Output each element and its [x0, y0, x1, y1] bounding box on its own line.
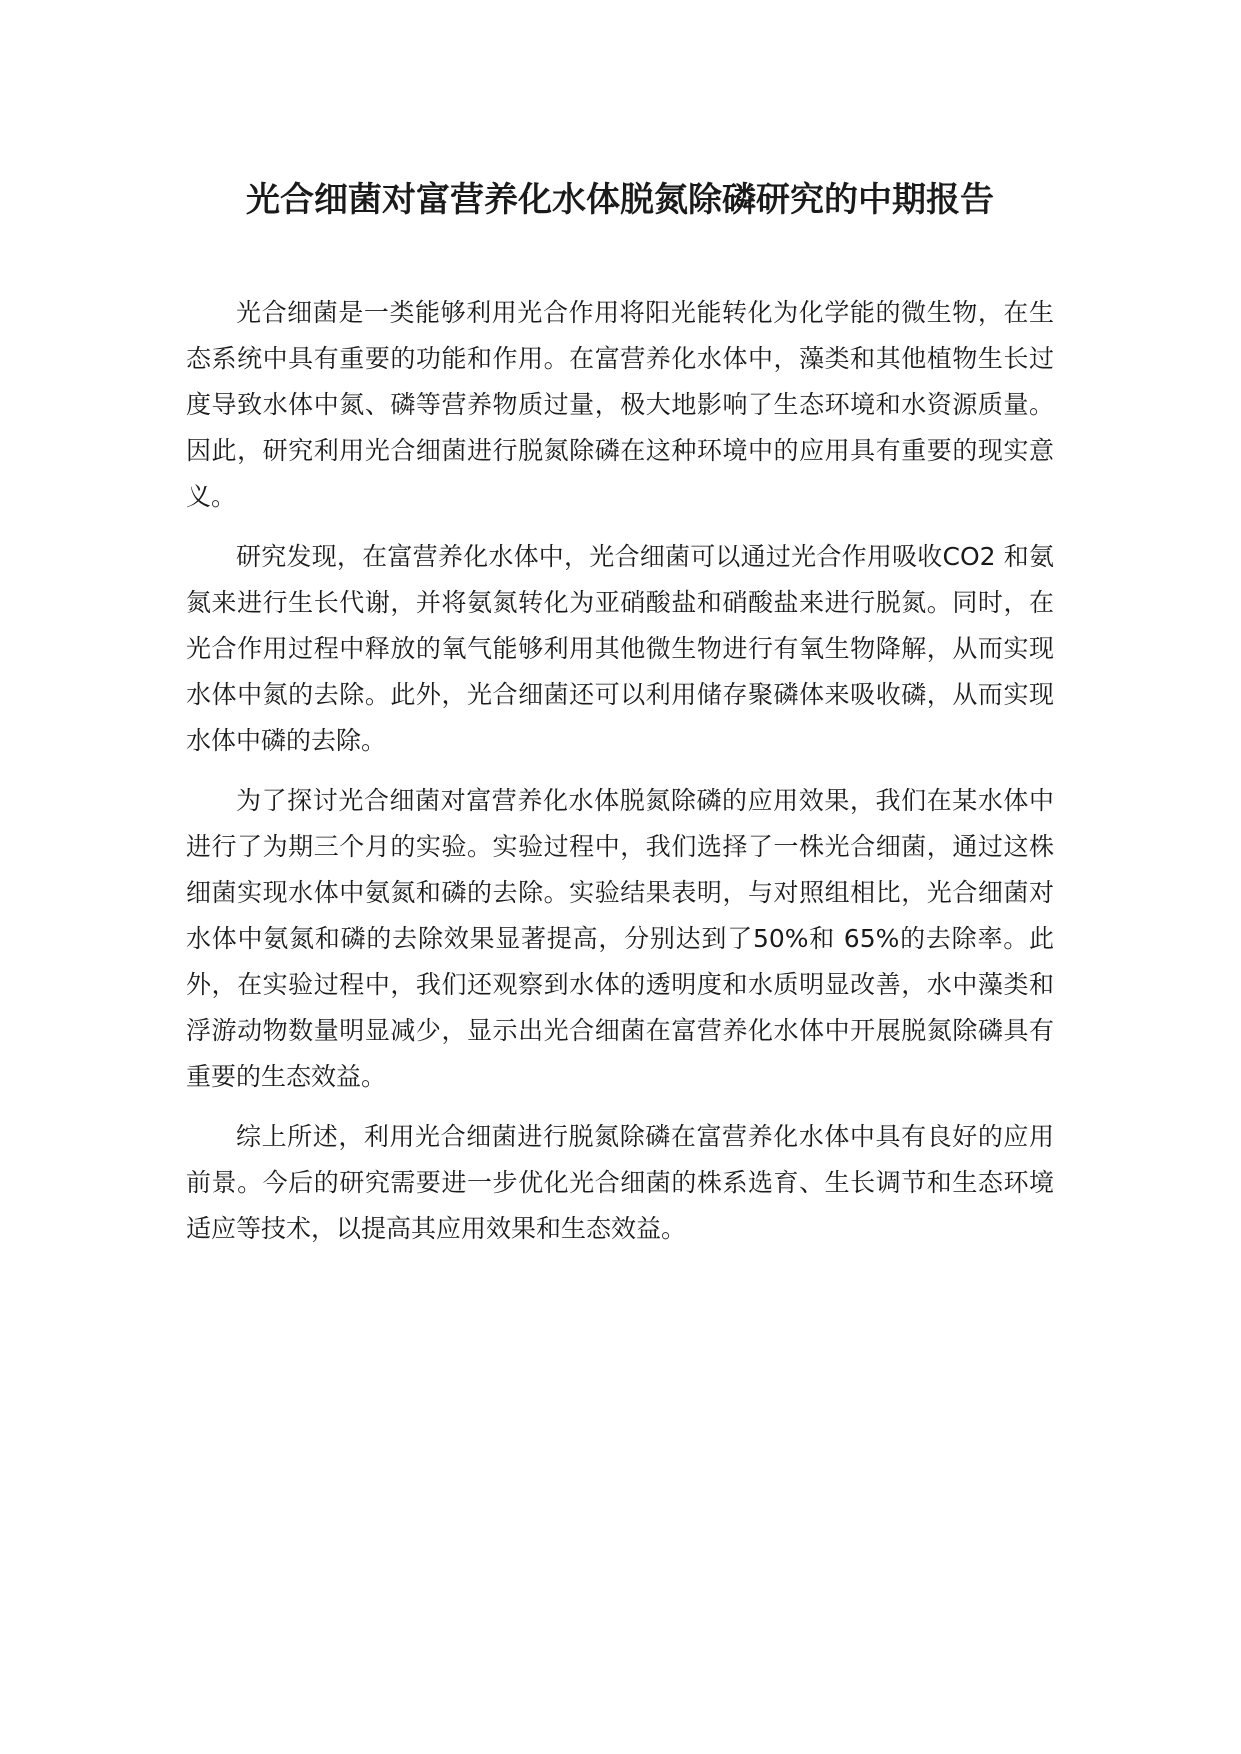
paragraph-4: 综上所述，利用光合细菌进行脱氮除磷在富营养化水体中具有良好的应用前景。今后的研究需要进一步优化光合细菌的株系选育、生长调节和生态环境适应等技术，以提高其应用效果和生态效益。	[186, 1122, 1054, 1243]
document-body	[186, 290, 1054, 1266]
paragraph-3: 为了探讨光合细菌对富营养化水体脱氮除磷的应用效果，我们在某水体中进行了为期三个月的实验。实验过程中，我们选择了一株光合细菌，通过这株细菌实现水体中氨氮和磷的去除。实验结果表明，与对照组相比，光合细菌对水体中氨氮和磷的去除效果显著提高，分别达到了50%和 65%的去除率。此外，在实验过程中，我们还观察到水体的透明度和水质明显改善，水中藻类和浮游动物数量明显减少，显示出光合细菌在富营养化水体中开展脱氮除磷具有重要的生态效益。	[186, 786, 1054, 1091]
paragraph-2: 研究发现，在富营养化水体中，光合细菌可以通过光合作用吸收CO2 和氨氮来进行生长代谢，并将氨氮转化为亚硝酸盐和硝酸盐来进行脱氮。同时，在光合作用过程中释放的氧气能够利用其他微生物进行有氧生物降解，从而实现水体中氮的去除。此外，光合细菌还可以利用储存聚磷体来吸收磷，从而实现水体中磷的去除。	[186, 542, 1054, 755]
document-title: 光合细菌对富营养化水体脱氮除磷研究的中期报告	[246, 180, 994, 220]
paragraph-1: 光合细菌是一类能够利用光合作用将阳光能转化为化学能的微生物，在生态系统中具有重要的功能和作用。在富营养化水体中，藻类和其他植物生长过度导致水体中氮、磷等营养物质过量，极大地影响了生态环境和水资源质量。因此，研究利用光合细菌进行脱氮除磷在这种环境中的应用具有重要的现实意义。	[186, 298, 1054, 511]
